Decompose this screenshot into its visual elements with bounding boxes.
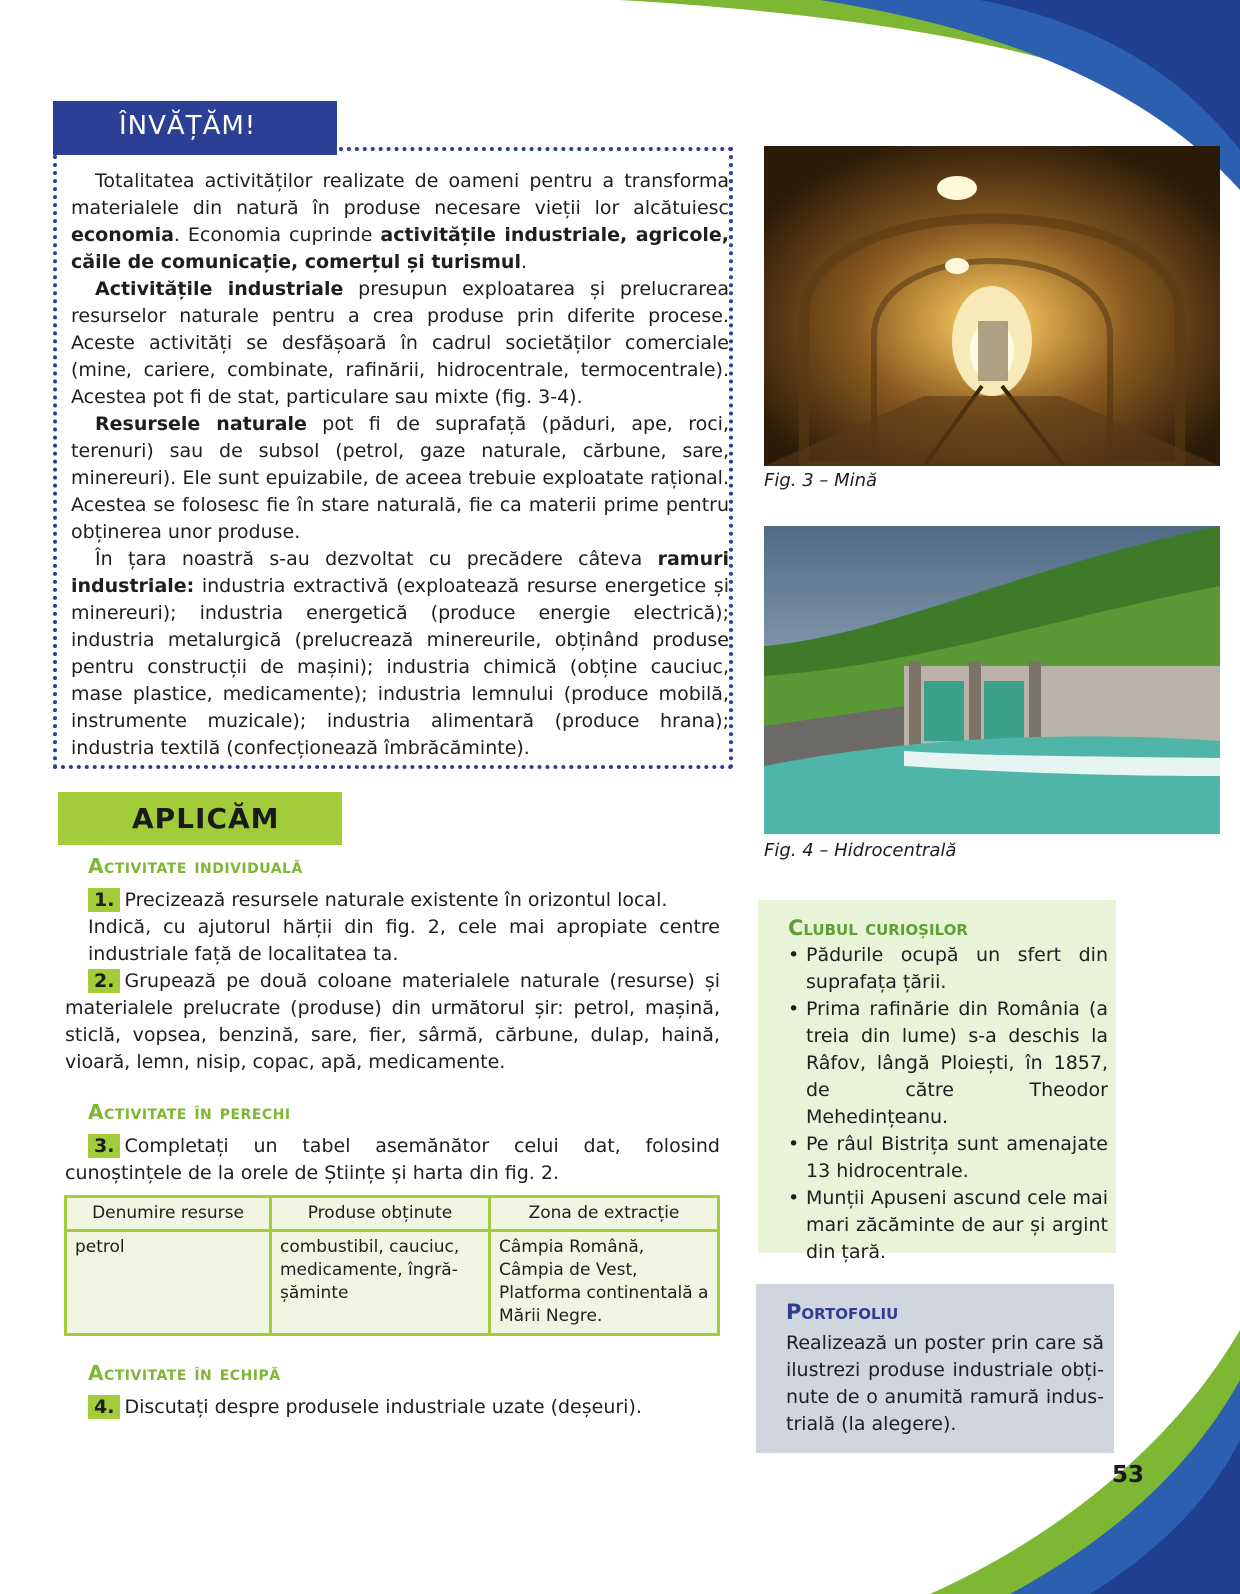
table-cell: petrol <box>66 1231 271 1335</box>
curious-club-title: Clubul curioșilor <box>788 916 968 940</box>
page-number: 53 <box>1112 1462 1145 1488</box>
table-header: Zona de extracție <box>490 1197 719 1231</box>
mine-photo <box>764 146 1220 466</box>
portfolio-box <box>756 1284 1114 1453</box>
learn-paragraph-1: Totalitatea activităților realizate de oameni pentru a transforma materialele din natură în produse necesare vieții lor alcătuiesc economia. Economia cuprinde activitățile industriale, agricole, căile de comunicație, comerțul și turismul. <box>71 170 729 273</box>
curious-club-list <box>786 942 1108 1266</box>
table-cell: combustibil, cauciuc, medicamente, îngră-șăminte <box>271 1231 490 1335</box>
list-item: • Prima rafinărie din România (a treia din lume) s-a deschis la Râfov, lângă Ploiești, în 1857, de către Theodor Mehedințeanu. <box>786 996 1108 1131</box>
task-3: 3. Completați un tabel asemănător celui dat, folosind cunoștințele de la orele de Științe și harta din fig. 2. <box>65 1135 720 1184</box>
task-1-number: 1. <box>88 888 120 912</box>
portfolio-title: Portofoliu <box>786 1300 899 1324</box>
fig3-caption: Fig. 3 – Mină <box>764 470 878 491</box>
table-row <box>66 1231 719 1335</box>
task-4-number: 4. <box>88 1395 120 1419</box>
table-cell: Câmpia Română, Câmpia de Vest, Platforma continentală a Mării Negre. <box>490 1231 719 1335</box>
task-1: 1. Precizează resursele naturale existente în orizontul local. Indică, cu ajutorul hărții din fig. 2, cele mai apropiate centre industriale față de localitatea ta. <box>65 887 720 968</box>
task-4: 4. Discutați despre produsele industriale uzate (deșeuri). <box>65 1394 720 1421</box>
team-activity-title: Activitate în echipă <box>88 1361 281 1385</box>
task-1-text-b: Indică, cu ajutorul hărții din fig. 2, cele mai apropiate centre industriale față de localitatea ta. <box>88 916 720 965</box>
apply-heading: APLICĂM <box>132 802 280 835</box>
learn-paragraph-2: Activitățile industriale presupun exploatarea și prelucrarea resurselor naturale pentru a crea produse prin diferite procese. Aceste activități se desfășoară în cadrul societăților comerciale (mine, cariere, combinate, rafinării, hidrocentrale, termocentrale). Acestea pot fi de stat, particulare sau mixte (fig. 3-4). <box>71 278 729 408</box>
learn-paragraph-4: În țara noastră s-au dezvoltat cu precădere câteva ramuri industriale: industria extractivă (exploatează resurse energetice și minereuri); industria energetică (produce energie electrică); industria metalurgică (prelucrează minereurile, obținând produse pentru construcții de mașini); industria chimică (obține cauciuc, mase plastice, medicamente); industria lemnului (produce mobilă, instrumente muzicale); industria alimentară (produce hrana); industria textilă (confecționează îmbrăcăminte). <box>71 548 729 759</box>
list-item: • Pădurile ocupă un sfert din suprafața țării. <box>786 942 1108 996</box>
hydro-plant-photo <box>764 526 1220 834</box>
fig4-caption: Fig. 4 – Hidrocentrală <box>764 840 957 861</box>
resources-table <box>64 1195 720 1336</box>
task-3-number: 3. <box>88 1134 120 1158</box>
pairs-activity-title: Activitate în perechi <box>88 1100 291 1124</box>
apply-heading-banner <box>58 792 342 845</box>
table-header: Produse obținute <box>271 1197 490 1231</box>
table-header-row <box>66 1197 719 1231</box>
task-2-number: 2. <box>88 969 120 993</box>
portfolio-text: Realizează un poster prin care să ilustrezi produse industriale obți-nute de o anumită ramură indus-trială (la alegere). <box>786 1332 1104 1435</box>
list-item: • Pe râul Bistrița sunt amenajate 13 hidrocentrale. <box>786 1131 1108 1185</box>
individual-activity-title: Activitate individuală <box>88 854 303 878</box>
table-header: Denumire resurse <box>66 1197 271 1231</box>
learn-paragraph-3: Resursele naturale pot fi de suprafață (păduri, ape, roci, terenuri) sau de subsol (petrol, gaze naturale, cărbune, sare, minereuri). Ele sunt epuizabile, de aceea trebuie exploatate rațional. Acestea se folosesc fie în stare naturală, fie ca materii prime pentru obținerea unor produse. <box>71 413 730 543</box>
learn-text <box>71 168 729 762</box>
curious-club-box <box>758 900 1116 1263</box>
list-item: • Munții Apuseni ascund cele mai mari zăcăminte de aur și argint din țară. <box>786 1185 1108 1266</box>
learn-heading: ÎNVĂȚĂM! <box>119 111 257 141</box>
task-2: 2. Grupează pe două coloane materialele naturale (resurse) și materialele prelucrate (produse) din următorul șir: petrol, mașină, sticlă, vopsea, benzină, sare, fier, sârmă, cărbune, dulap, haină, vioară, lemn, nisip, copac, apă, medicamente. <box>65 970 720 1073</box>
